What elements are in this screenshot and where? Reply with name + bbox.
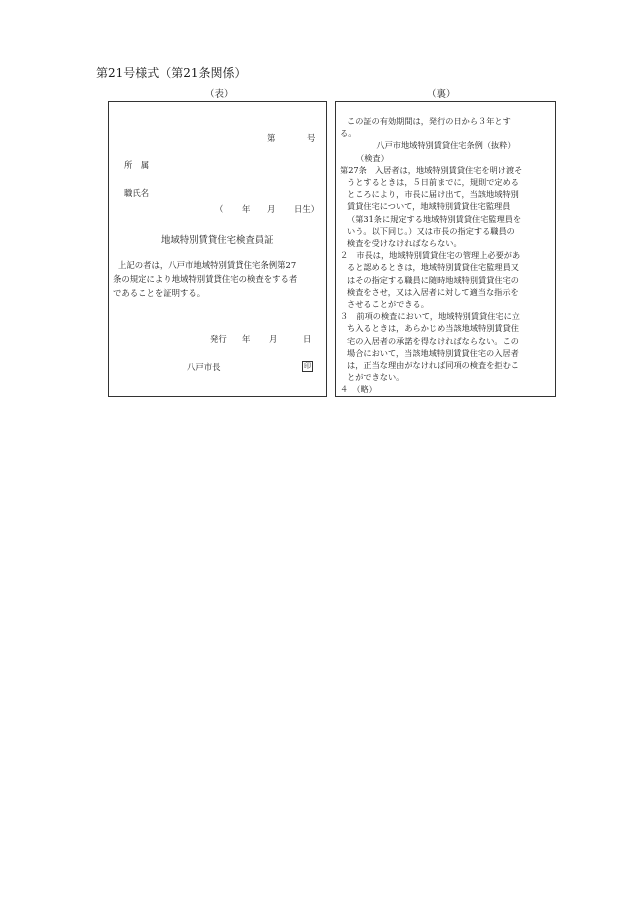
form-title: 第21号様式（第21条関係） (96, 66, 247, 80)
number-go: 号 (307, 133, 316, 143)
affiliation-label: 所 属 (124, 160, 150, 170)
item3-line: とができない。 (347, 372, 405, 383)
front-panel (108, 101, 327, 397)
birth-month: 月 (267, 204, 276, 214)
body-line-3: であることを証明する。 (113, 288, 206, 298)
birth-paren-open: （ (215, 204, 224, 214)
section-title: （検査） (356, 152, 389, 163)
item2-line: はその指定する職員に随時地域特別賃貸住宅の (347, 274, 519, 285)
validity-line-2: る。 (340, 128, 357, 139)
issue-day: 日 (303, 334, 312, 344)
article27-line: （第31条に規定する地域特別賃貸住宅監理員を (347, 213, 522, 224)
seal-mark: 印 (304, 362, 311, 370)
item3-line: 宅の入居者の承諾を得なければならない。この (347, 335, 519, 346)
item3-line: ち入るときは，あらかじめ当該地域特別賃貸住 (347, 323, 519, 334)
item3-line: ３ 前項の検査において，地域特別賃貸住宅に立 (340, 311, 520, 322)
item2-line: ２ 市長は，地域特別賃貸住宅の管理上必要があ (340, 250, 521, 261)
article27-line: 検査を受けなければならない。 (347, 238, 462, 249)
body-line-1: 上記の者は，八戸市地域特別賃貸住宅条例第27 (118, 260, 297, 270)
body-line-2: 条の規定により地域特別賃貸住宅の検査をする者 (113, 274, 298, 284)
article27-line: うとするときは，５日前までに，規則で定める (347, 177, 519, 188)
article27-line: 賃貸住宅について，地域特別賃貸住宅監理員 (347, 201, 511, 212)
back-caption: （裏） (427, 89, 456, 100)
birth-year: 年 (242, 204, 251, 214)
front-caption: （表） (205, 89, 234, 100)
number-dai: 第 (267, 133, 276, 143)
mayor-label: 八戸市長 (187, 362, 221, 372)
issue-label: 発行 (210, 334, 227, 344)
issue-month: 月 (269, 334, 278, 344)
back-panel (335, 101, 556, 397)
item2-line: ると認めるときは，地域特別賃貸住宅監理員又 (347, 262, 519, 273)
item3-line: 場合において，当該地域特別賃貸住宅の入居者 (347, 347, 519, 358)
item2-line: 検査をさせ，又は入居者に対して適当な指示を (347, 286, 519, 297)
certificate-title: 地域特別賃貸住宅検査員証 (161, 235, 274, 246)
name-label: 職氏名 (124, 188, 150, 198)
item4-line: ４ （略） (340, 384, 377, 395)
item2-line: させることができる。 (347, 299, 429, 310)
birth-day: 日生） (294, 204, 320, 214)
issue-year: 年 (242, 334, 251, 344)
article27-line: 第27条 入居者は，地域特別賃貸住宅を明け渡そ (340, 164, 523, 175)
item3-line: は，正当な理由がなければ同項の検査を拒むこ (347, 360, 519, 371)
excerpt-title: 八戸市地域特別賃貸住宅条例（抜粋） (376, 140, 516, 151)
article27-line: いう。以下同じ。）又は市長の指定する職員の (347, 225, 515, 236)
validity-line-1: この証の有効期間は，発行の日から３年とす (347, 116, 511, 126)
article27-line: ところにより，市長に届け出て，当該地域特別 (347, 189, 519, 200)
